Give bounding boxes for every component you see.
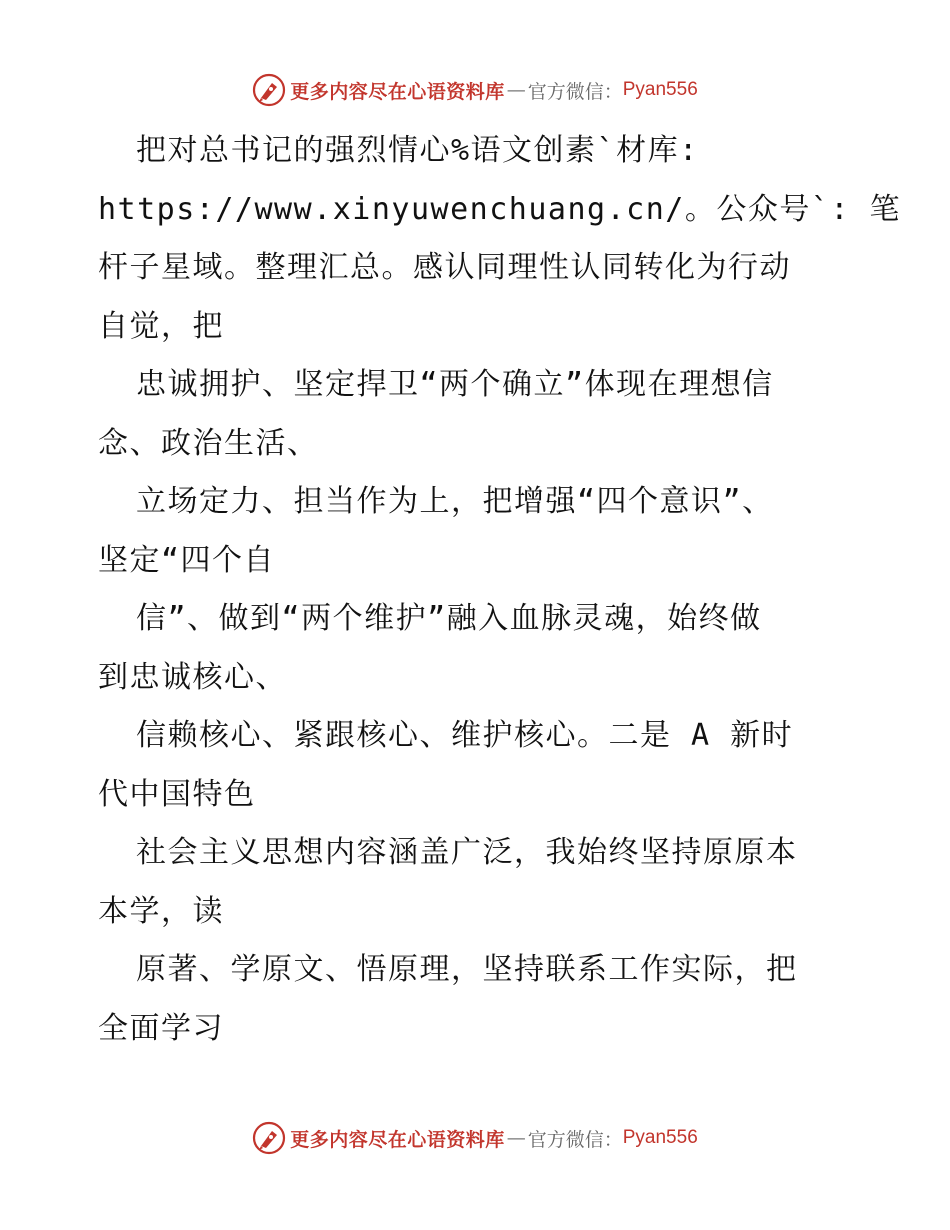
text-line: 立场定力、担当作为上，把增强“四个意识”、 [136, 484, 774, 519]
header-contact-id: Pyan556 [622, 79, 698, 100]
footer-brand [252, 1121, 698, 1155]
header-dash: — [506, 79, 526, 101]
header-brand-text: 更多内容尽在心语资料库 [290, 80, 505, 103]
footer-contact-label: 官方微信： [527, 1128, 623, 1151]
text-line: 把对总书记的强烈情心%语文创素`材库: [136, 133, 699, 168]
header-contact-label: 官方微信： [527, 80, 623, 103]
text-line: 信”、做到“两个维护”融入血脉灵魂，始终做 [136, 601, 762, 636]
footer-dash: — [506, 1127, 526, 1149]
text-line: 杆子星域。整理汇总。感认同理性认同转化为行动 [98, 250, 791, 285]
text-line: 坚定“四个自 [98, 542, 276, 578]
text-line: 忠诚拥护、坚定捍卫“两个确立”体现在理想信 [136, 367, 774, 402]
header-brand [252, 73, 698, 107]
pen-nib-logo-icon [252, 73, 286, 107]
page-header [0, 70, 950, 110]
text-line: 自觉，把 [98, 308, 224, 344]
footer-contact-id: Pyan556 [622, 1127, 698, 1148]
text-line: 本学，读 [98, 893, 224, 929]
document-body [98, 122, 902, 1058]
pen-nib-logo-icon [252, 1121, 286, 1155]
text-line: 社会主义思想内容涵盖广泛，我始终坚持原原本 [136, 835, 798, 870]
text-line: https://www.xinyuwenchuang.cn/。公众号`: 笔 [98, 191, 902, 227]
text-line: 到忠诚核心、 [98, 659, 287, 695]
page-footer [0, 1118, 950, 1158]
text-line: 代中国特色 [98, 776, 256, 812]
text-line: 原著、学原文、悟原理，坚持联系工作实际，把 [136, 952, 798, 987]
text-line: 信赖核心、紧跟核心、维护核心。二是 A 新时 [136, 718, 794, 753]
text-line: 全面学习 [98, 1010, 224, 1046]
text-line: 念、政治生活、 [98, 425, 319, 461]
footer-brand-text: 更多内容尽在心语资料库 [290, 1128, 505, 1151]
